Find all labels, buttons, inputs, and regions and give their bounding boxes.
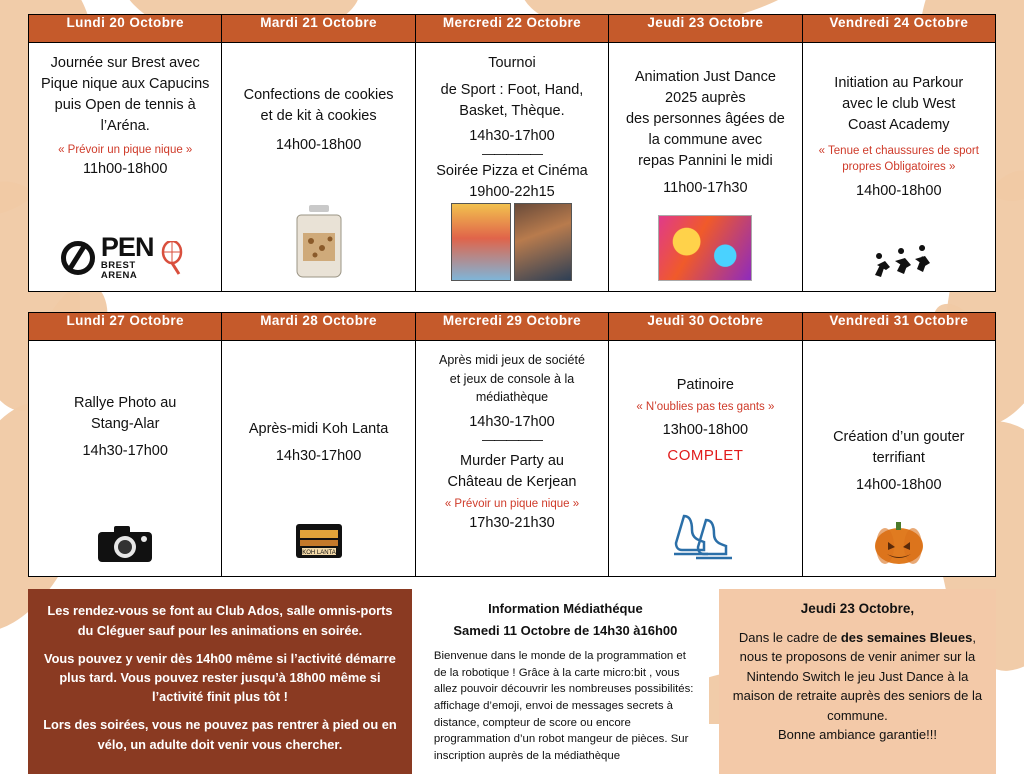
week-2-header-row (29, 313, 996, 341)
activity-time: 14h30-17h00 (469, 128, 555, 145)
ice-skates-icon (670, 510, 740, 572)
activity-time: 14h30-17h00 (275, 448, 362, 465)
open-logo-sub2: ARENA (100, 270, 138, 282)
activity-time: 14h30-17h00 (82, 443, 168, 460)
day-header-mercredi-29: Mercredi 29 Octobre (415, 313, 608, 341)
activity-separator: ————— (481, 431, 542, 447)
day-cell-mercredi-22 (415, 43, 608, 292)
day-header-lundi-20: Lundi 20 Octobre (29, 15, 222, 43)
day-header-vendredi-31: Vendredi 31 Octobre (802, 313, 995, 341)
activity-separator: ————— (481, 146, 542, 162)
footer-rules-box (28, 589, 412, 774)
day-cell-vendredi-31 (802, 341, 995, 577)
koh-lanta-logo-icon (290, 518, 348, 572)
open-slash-icon (61, 241, 95, 275)
activity-time: 17h30-21h30 (469, 514, 555, 531)
cookie-jar-photo-icon (291, 203, 347, 287)
footer-semaines-bleues-box (719, 589, 996, 774)
activity-note: « Tenue et chaussures de sport (818, 145, 979, 158)
status-badge-complet: COMPLET (667, 446, 744, 464)
footer-rule-2: Vous pouvez y venir dès 14h00 même si l’activité démarre plus tard. Vous pouvez rester jusqu’à 18h00 même si l’activité finit plus tôt ! (44, 650, 396, 705)
activity-note: propres Obligatoires » (842, 160, 956, 173)
activity-line: terrifiant (872, 450, 925, 467)
activity-line: l’Aréna. (100, 118, 150, 135)
activity-line: de Sport : Foot, Hand, (440, 82, 584, 99)
activity-time: 11h00-18h00 (82, 160, 168, 177)
activity-line: et de kit à cookies (260, 108, 377, 125)
semaines-bleues-line1-pre: Dans le cadre de (738, 629, 841, 645)
footer-mediatheque-box (422, 589, 709, 774)
open-logo-main: PEN (100, 232, 154, 263)
activity-line: Initiation au Parkour (834, 75, 964, 91)
week-1-table (28, 14, 996, 292)
activity-line: et jeux de console à la (449, 371, 575, 386)
activity-line: Château de Kerjean (447, 474, 577, 491)
activity-note: « Prévoir un pique nique » (444, 498, 580, 511)
activity-line: Tournoi (488, 55, 536, 71)
week-2-table (28, 312, 996, 577)
activity-time: 13h00-18h00 (662, 421, 749, 438)
activity-line: Animation Just Dance (634, 69, 776, 85)
activity-line: Après-midi Koh Lanta (248, 421, 389, 438)
footer-rule-1: Les rendez-vous se font au Club Ados, salle omnis-ports du Cléguer sauf pour les animations en soirée. (47, 603, 393, 638)
activity-line: Basket, Thèque. (459, 103, 565, 120)
activity-time: 14h30-17h00 (469, 413, 555, 430)
open-brest-arena-logo-icon (61, 232, 190, 287)
parkour-silhouettes-icon (867, 235, 931, 287)
activity-line: Pique nique aux Capucins (40, 76, 210, 93)
mediatheque-title: Information Médiathéque (488, 601, 643, 617)
semaines-bleues-line1-post: , (972, 629, 976, 645)
tennis-racket-icon (159, 241, 189, 275)
day-header-vendredi-24: Vendredi 24 Octobre (802, 15, 995, 43)
camera-icon (96, 522, 154, 572)
day-header-mardi-21: Mardi 21 Octobre (222, 15, 415, 43)
semaines-bleues-title: Jeudi 23 Octobre, (800, 601, 915, 617)
activity-note: « Prévoir un pique nique » (58, 144, 193, 157)
day-header-mercredi-22: Mercredi 22 Octobre (415, 15, 608, 43)
activity-line: Soirée Pizza et Cinéma (436, 163, 588, 180)
day-cell-lundi-27 (29, 341, 222, 577)
movie-posters-icon (451, 203, 572, 287)
activity-line: puis Open de tennis à (54, 97, 196, 114)
activity-note: « N’oublies pas tes gants » (636, 401, 775, 414)
activity-line: Rallye Photo au (74, 395, 177, 412)
day-cell-jeudi-23 (609, 43, 802, 292)
footer-rule-3: Lors des soirées, vous ne pouvez pas rentrer à pied ou en vélo, un adulte doit venir vous chercher. (43, 717, 397, 752)
activity-line: des personnes âgées de (625, 111, 785, 128)
activity-line: Coast Academy (848, 117, 950, 134)
activity-time: 14h00-18h00 (856, 477, 942, 494)
day-header-lundi-27: Lundi 27 Octobre (29, 313, 222, 341)
activity-line: Création d’un gouter (833, 429, 965, 446)
activity-line: Confections de cookies (243, 87, 394, 103)
week-1-content-row (29, 43, 996, 292)
activity-line: repas Pannini le midi (638, 153, 773, 170)
day-cell-vendredi-24 (802, 43, 995, 292)
day-header-jeudi-30: Jeudi 30 Octobre (609, 313, 802, 341)
mediatheque-date: Samedi 11 Octobre de 14h30 à16h00 (453, 622, 678, 638)
day-header-mardi-28: Mardi 28 Octobre (222, 313, 415, 341)
semaines-bleues-line1-bold: des semaines Bleues (840, 629, 973, 645)
day-cell-lundi-20 (29, 43, 222, 292)
day-header-jeudi-23: Jeudi 23 Octobre (609, 15, 802, 43)
activity-line: Patinoire (676, 377, 734, 394)
just-dance-artwork-icon (658, 215, 752, 287)
day-cell-mercredi-29 (415, 341, 608, 577)
mediatheque-body: Bienvenue dans le monde de la programmation et de la robotique ! Grâce à la carte micro:bit , vous allez pouvoir découvrir les nombreuses possibilités: affichage d’emoji, envoi de messages secrets à distance, compteur de score ou encore programmation d’un robot mangeur de pièces. Sur inscription auprès de la médiathèque (433, 650, 694, 762)
day-cell-jeudi-30 (609, 341, 802, 577)
activity-time: 14h00-18h00 (856, 183, 942, 200)
activity-line: avec le club West (842, 96, 956, 113)
activity-line: la commune avec (648, 132, 763, 149)
activity-line: 2025 auprès (665, 90, 746, 107)
pumpkin-icon (870, 518, 928, 572)
footer-notes (28, 589, 996, 774)
semaines-bleues-line2: nous te proposons de venir animer sur la Nintendo Switch le jeu Just Dance à la maison de retraite auprès des seniors de la commune. (732, 649, 983, 723)
day-cell-mardi-21 (222, 43, 415, 292)
activity-line: médiathèque (475, 389, 549, 404)
day-cell-mardi-28 (222, 341, 415, 577)
activity-time: 11h00-17h30 (663, 180, 748, 197)
activity-line: Après midi jeux de société (439, 353, 585, 368)
week-1-header-row (29, 15, 996, 43)
activity-time: 14h00-18h00 (275, 137, 362, 154)
semaines-bleues-line3: Bonne ambiance garantie!!! (777, 727, 937, 743)
open-logo-sub1: BREST (100, 260, 136, 272)
svg-text:KOH LANTA: KOH LANTA (301, 550, 336, 557)
week-2-content-row (29, 341, 996, 577)
activity-line: Stang-Alar (90, 416, 160, 433)
activity-line: Murder Party au (459, 453, 564, 470)
activity-time: 19h00-22h15 (469, 184, 555, 201)
activity-line: Journée sur Brest avec (50, 55, 200, 71)
